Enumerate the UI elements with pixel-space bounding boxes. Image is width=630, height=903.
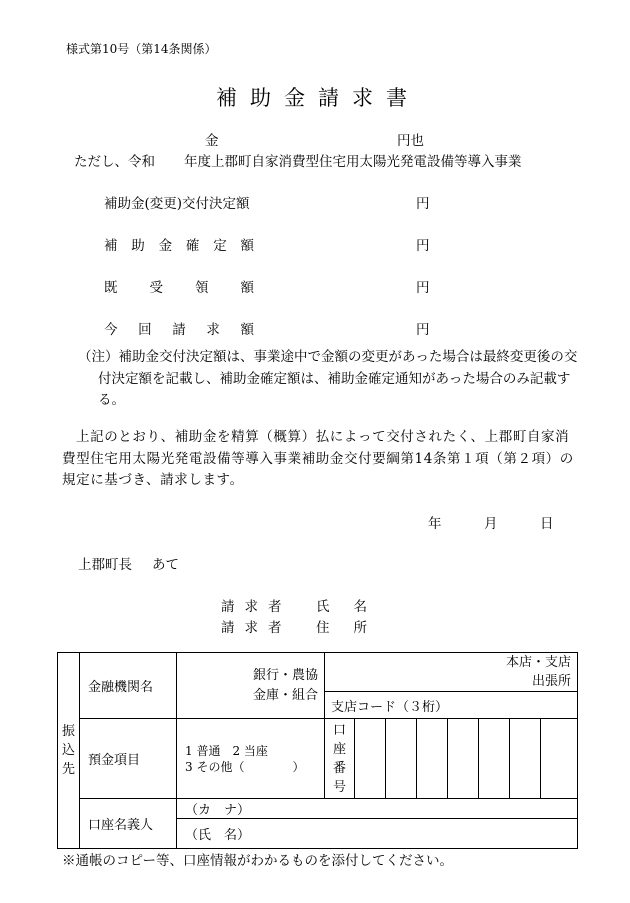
institution-name-field[interactable]: 銀行・農協 金庫・組合 xyxy=(177,653,325,719)
holder-name-field[interactable]: （氏 名） xyxy=(177,819,578,849)
document-title: 補助金請求書 xyxy=(216,86,420,110)
account-digit-box[interactable] xyxy=(510,719,541,799)
amount-kin-label: 金 xyxy=(205,133,219,149)
branch-code-field[interactable]: 支店コード（３桁） xyxy=(325,692,578,719)
note-text: （注）補助金交付決定額は、事業途中で金額の変更があった場合は最終変更後の交 付決定額を記載し、補助金確定額は、補助金確定通知があった場合のみ記載す る。 xyxy=(78,349,578,408)
account-digit-box[interactable] xyxy=(355,719,386,799)
request-amount-unit: 円 xyxy=(416,322,430,338)
account-digit-box[interactable] xyxy=(479,719,510,799)
claimant-address-field: 住所 xyxy=(316,620,391,636)
branch-name-field[interactable]: 本店・支店 出張所 xyxy=(325,653,578,692)
form-number: 様式第10号（第14条関係） xyxy=(66,42,217,56)
date-year: 年 xyxy=(428,516,442,532)
purpose-prefix: ただし、令和 xyxy=(74,154,155,170)
account-digit-box[interactable] xyxy=(417,719,448,799)
decision-amount-unit: 円 xyxy=(416,196,430,212)
decision-amount-label: 補助金(変更)交付決定額 xyxy=(104,196,250,212)
account-holder-label: 口座名義人 xyxy=(80,799,177,849)
account-digit-box[interactable] xyxy=(541,719,578,799)
date-month: 月 xyxy=(484,516,498,532)
account-number-label: 口 座 番 号 xyxy=(325,719,355,799)
request-paragraph: 上記のとおり、補助金を精算（概算）払によって交付されたく、上郡町自家消費型住宅用太陽光発電設備等導入事業補助金交付要綱第14条第１項（第２項）の規定に基づき、請求します。 xyxy=(62,429,574,488)
holder-kana-field[interactable]: （カ ナ） xyxy=(177,799,578,819)
claimant-name-label: 請求者 xyxy=(221,599,292,615)
addressee-name: 上郡町長 xyxy=(78,557,132,573)
request-amount-label: 今 回 請 求 額 xyxy=(104,322,254,338)
footer-note: ※通帳のコピー等、口座情報がわかるものを添付してください。 xyxy=(62,853,453,869)
deposit-type-label: 預金項目 xyxy=(80,719,177,799)
transfer-destination-label: 振 込 先 xyxy=(58,653,80,849)
claimant-address-label: 請求者 xyxy=(221,620,292,636)
institution-label: 金融機関名 xyxy=(80,653,177,719)
purpose-text: 年度上郡町自家消費型住宅用太陽光発電設備等導入事業 xyxy=(184,154,522,170)
claimant-name-field: 氏名 xyxy=(316,599,391,615)
account-digit-box[interactable] xyxy=(386,719,417,799)
date-day: 日 xyxy=(540,516,554,532)
amount-enya-label: 円也 xyxy=(397,133,424,149)
addressee-suffix: あて xyxy=(152,557,179,573)
confirmed-amount-label: 補 助 金 確 定 額 xyxy=(104,238,254,254)
received-amount-unit: 円 xyxy=(416,280,430,296)
confirmed-amount-unit: 円 xyxy=(416,238,430,254)
account-digit-box[interactable] xyxy=(448,719,479,799)
deposit-type-options[interactable]: 1 普通 2 当座 3 その他（ ） xyxy=(177,719,325,799)
received-amount-label: 既 受 領 額 xyxy=(104,280,254,296)
bank-transfer-table xyxy=(57,652,578,849)
